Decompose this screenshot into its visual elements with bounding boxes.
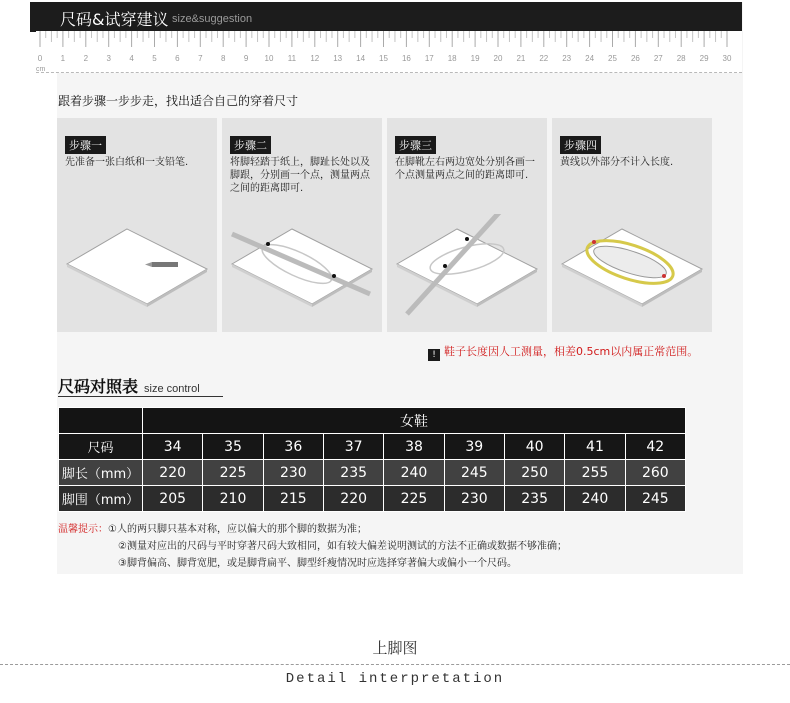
ruler-label: 21 [516,54,526,63]
table-cell: 34 [143,434,203,460]
table-cell: 235 [504,486,564,512]
table-cell: 215 [263,486,323,512]
step-3 [387,118,547,332]
step-1-tag: 步骤一 [65,136,106,154]
table-cell: 39 [444,434,504,460]
ruler-label: 1 [60,54,66,63]
footer-title-en: Detail interpretation [285,671,505,687]
ruler-label: 20 [493,54,503,63]
row-label: 脚围（mm） [59,486,143,512]
group-header: 女鞋 [143,408,686,434]
warning-icon: ! [428,349,440,361]
section-header [30,2,742,32]
table-cell: 225 [203,460,263,486]
table-cell: 36 [263,434,323,460]
ruler-unit: cm [36,66,46,73]
step-4-tag: 步骤四 [560,136,601,154]
step-3-desc: 在脚靴左右两边宽处分别各画一个点测量两点之间的距离即可. [395,157,535,181]
table-cell: 210 [203,486,263,512]
ruler-label: 17 [424,54,434,63]
table-cell: 37 [323,434,383,460]
ruler-label: 4 [129,54,134,63]
tip-line-1 [58,521,567,538]
ruler [36,31,742,73]
footer-divider [0,664,790,665]
table-cell: 250 [504,460,564,486]
step-3-tag: 步骤三 [395,136,436,154]
table-header-row [59,408,686,434]
tip-line-3: ③脚背偏高、脚背宽肥，或是脚背扁平、脚型纤瘦情况时应选择穿著偏大或偏小一个尺码。 [118,558,517,569]
ruler-label: 0 [37,54,43,63]
size-table [58,407,686,512]
ruler-label: 12 [310,54,320,63]
table-cell: 245 [444,460,504,486]
ruler-label: 8 [220,54,226,63]
table-cell: 240 [384,460,444,486]
table-cell: 205 [143,486,203,512]
step-4 [552,118,712,332]
table-corner [59,408,143,434]
row-label: 脚长（mm） [59,460,143,486]
ruler-label: 26 [630,54,640,63]
table-cell: 235 [323,460,383,486]
warning-text: 鞋子长度因人工测量，相差0.5cm以内属正常范围。 [444,345,699,358]
table-cell: 225 [384,486,444,512]
footer-title-cn: 上脚图 [372,639,418,657]
paper-pencil-illustration [57,214,217,332]
step-4-desc: 黄线以外部分不计入长度. [560,157,674,168]
table-cell: 42 [625,434,685,460]
step-2 [222,118,382,332]
table-cell: 220 [323,486,383,512]
ruler-graphic [36,31,742,73]
table-cell: 245 [625,486,685,512]
step-2-tag: 步骤二 [230,136,271,154]
table-row [59,486,686,512]
ruler-label: 25 [608,54,617,63]
ruler-label: 11 [287,54,297,63]
section-underline [58,396,223,397]
ruler-label: 15 [379,54,388,63]
tip-text-1: ①人的两只脚只基本对称，应以偏大的那个脚的数据为准； [108,524,367,535]
ruler-label: 9 [243,54,249,63]
tips-block [58,521,567,572]
header-title-cn: 尺码&试穿建议 [60,10,169,29]
table-cell: 40 [504,434,564,460]
table-cell: 255 [565,460,625,486]
ruler-label: 29 [699,54,709,63]
header-title-en: size&suggestion [172,13,253,25]
ruler-label: 16 [401,54,411,63]
table-cell: 35 [203,434,263,460]
ruler-label: 24 [585,54,595,63]
step-1 [57,118,217,332]
ruler-label: 14 [356,54,366,63]
table-cell: 41 [565,434,625,460]
foot-width-illustration [387,214,547,332]
ruler-label: 23 [562,54,572,63]
table-cell: 230 [263,460,323,486]
ruler-label: 22 [539,54,549,63]
step-1-desc: 先准备一张白纸和一支铅笔. [65,157,189,168]
ruler-label: 7 [198,54,203,63]
table-cell: 220 [143,460,203,486]
ruler-label: 10 [264,54,274,63]
size-title-en: size control [144,383,200,395]
tip-line-2: ②测量对应出的尺码与平时穿著尺码大致相同，如有较大偏差说明测试的方法不正确或数据不够准确； [118,541,567,552]
ruler-label: 18 [447,54,457,63]
ruler-label: 28 [676,54,686,63]
intro-text: 跟着步骤一步步走，找出适合自己的穿着尺寸 [58,94,299,108]
table-row [59,434,686,460]
tips-title: 温馨提示： [58,524,108,535]
table-cell: 240 [565,486,625,512]
ruler-label: 5 [152,54,157,63]
ruler-label: 19 [470,54,480,63]
ruler-label: 27 [653,54,663,63]
table-cell: 260 [625,460,685,486]
insole-outline-illustration [552,214,712,332]
size-section-title [58,374,200,397]
ruler-label: 13 [333,54,343,63]
step-2-desc: 将脚轻踏于纸上，脚趾长处以及脚跟，分别画一个点，测量两点之间的距离即可. [230,157,370,194]
size-title-cn: 尺码对照表 [58,377,139,396]
table-cell: 230 [444,486,504,512]
ruler-label: 30 [722,54,732,63]
row-label: 尺码 [59,434,143,460]
ruler-label: 3 [106,54,111,63]
ruler-label: 6 [175,54,180,63]
warning-note [428,343,698,361]
table-cell: 38 [384,434,444,460]
ruler-label: 2 [83,54,89,63]
table-row [59,460,686,486]
foot-measure-illustration [222,214,382,332]
